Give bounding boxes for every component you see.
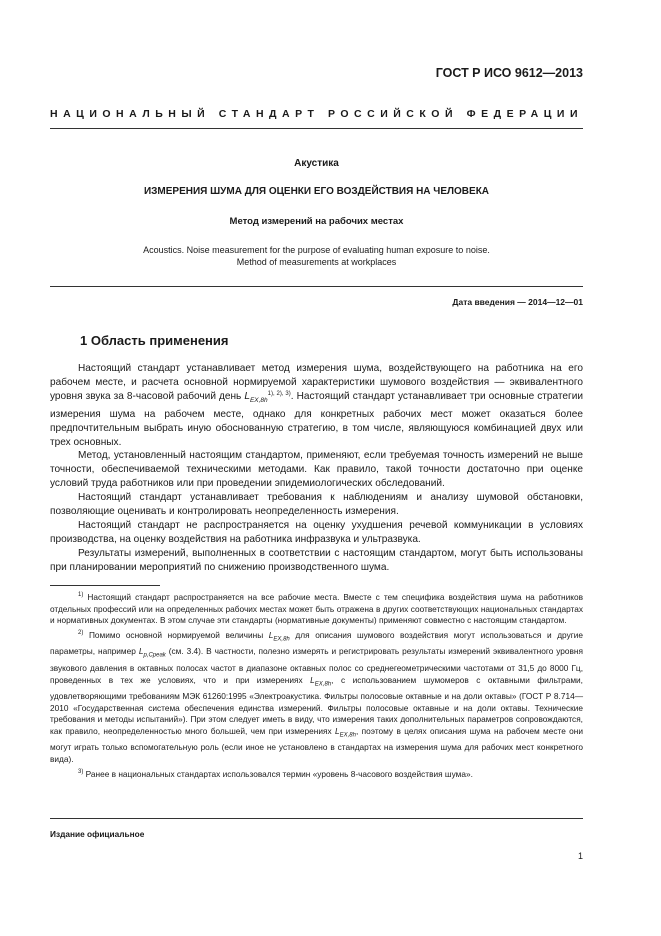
official-edition-label: Издание официальное xyxy=(50,829,145,839)
standard-number: ГОСТ Р ИСО 9612—2013 xyxy=(435,66,583,80)
footnote-1: $^{1)}$ Настоящий стандарт распространяется на все рабочие места. Вместе с тем специфика воздействия шума на работников отдельных профессий или на определенных рабочих местах может быть отражена в других соответствующих национальных стандартах и нормативных документах. В этом случае эти стандарты (нормативные документы) применяют совместно с настоящим стандартом. xyxy=(50,592,583,626)
paragraph-5: Результаты измерений, выполненных в соответствии с настоящим стандартом, могут быть использованы при планировании мероприятий по снижению производственного шума. xyxy=(50,547,583,573)
title-line-2: ИЗМЕРЕНИЯ ШУМА ДЛЯ ОЦЕНКИ ЕГО ВОЗДЕЙСТВИЯ НА ЧЕЛОВЕКА xyxy=(143,186,490,197)
introduction-date: Дата введения — 2014—12—01 xyxy=(452,297,583,307)
english-title xyxy=(50,244,583,268)
paragraph-2: Метод, установленный настоящим стандартом, применяют, если требуемая точность измерений не выше точности, обеспечиваемой техническими методами. Как правило, такой точности достаточно при оценке условий труда работников или при проведении эпидемиологических обследований. xyxy=(50,450,583,490)
title-line-3: Метод измерений на рабочих местах xyxy=(229,216,404,227)
footnote-3: $^{3)}$ Ранее в национальных стандартах использовался термин «уровень 8-часового воздействия шума». xyxy=(78,768,473,779)
title-line-1: Акустика xyxy=(294,158,339,169)
footnote-2: $^{2)}$ Помимо основной нормируемой величины $L_{EX,8h}$ для описания шумового воздействия могут использоваться и другие параметры, например $L_{p,Cpeak}$ (см. 3.4). В частности, полезно измерять и регистрировать результаты измерений эквивалентного уровня звукового давления в октавных полосах частот в диапазоне октавных полос со среднегеометрическими частотами от 31,5 до 8000 Гц, проведенных в тех же условиях, что и при измерениях $L_{EX,8h}$, с использованием шумомеров с октавными фильтрами, удовлетворяющими требованиям МЭК 61260:1995 «Электроакустика. Фильтры полосовые октавные и на доли октавы» (ГОСТ Р 8.714—2010 «Государственная система обеспечения единства измерений. Фильтры полосовые октавные и на доли октавы. Технические требования и методы испытаний»). При этом следует иметь в виду, что измерения таких дополнительных параметров сопровождаются, как правило, неопределенностью много большей, чем при измерениях $L_{EX,8h}$, поэтому в целях описания шума на рабочем месте они могут играть только вспомогательную роль (если иное не установлено в стандартах на измерения шума для рабочих мест конкретного вида). xyxy=(50,630,584,765)
paragraph-3: Настоящий стандарт устанавливает требования к наблюдениям и анализу шумовой обстановки, позволяющие оценивать и контролировать неопределенность измерения. xyxy=(50,492,583,518)
title-divider xyxy=(50,286,583,287)
footer-divider xyxy=(50,818,583,819)
national-standard-heading: НАЦИОНАЛЬНЫЙ СТАНДАРТ РОССИЙСКОЙ ФЕДЕРАЦИИ xyxy=(50,108,583,120)
footnote-reference[interactable]: 1), 2), 3) xyxy=(267,390,291,397)
english-title-line-2: Method of measurements at workplaces xyxy=(236,257,397,267)
section-title: 1 Область применения xyxy=(80,333,229,348)
footnote-divider xyxy=(50,585,160,586)
english-title-line-1: Acoustics. Noise measurement for the purpose of evaluating human exposure to noise. xyxy=(143,245,490,255)
header-divider xyxy=(50,128,583,129)
page-number: 1 xyxy=(577,851,583,861)
paragraph-1: Настоящий стандарт устанавливает метод измерения шума, воздействующего на работника на его рабочем месте, и расчета основной нормируемой характеристики шумового воздействия — эквивалентного уровня звука за 8-часовой рабочий день $L_{EX,8h}^{1), 2), 3)}$. Настоящий стандарт устанавливает три основные стратегии измерения шума на рабочем месте, однако для конкретных рабочих мест может оказаться более предпочтительным выбрать иную обоснованную стратегию, в том числе, являющуюся комбинацией двух или трех основных. xyxy=(50,363,584,448)
body-text xyxy=(50,362,583,575)
paragraph-4: Настоящий стандарт не распространяется на оценку ухудшения речевой коммуникации в условиях производства, на оценку воздействия на работника инфразвука и ультразвука. xyxy=(50,519,583,545)
footnotes xyxy=(50,592,583,783)
